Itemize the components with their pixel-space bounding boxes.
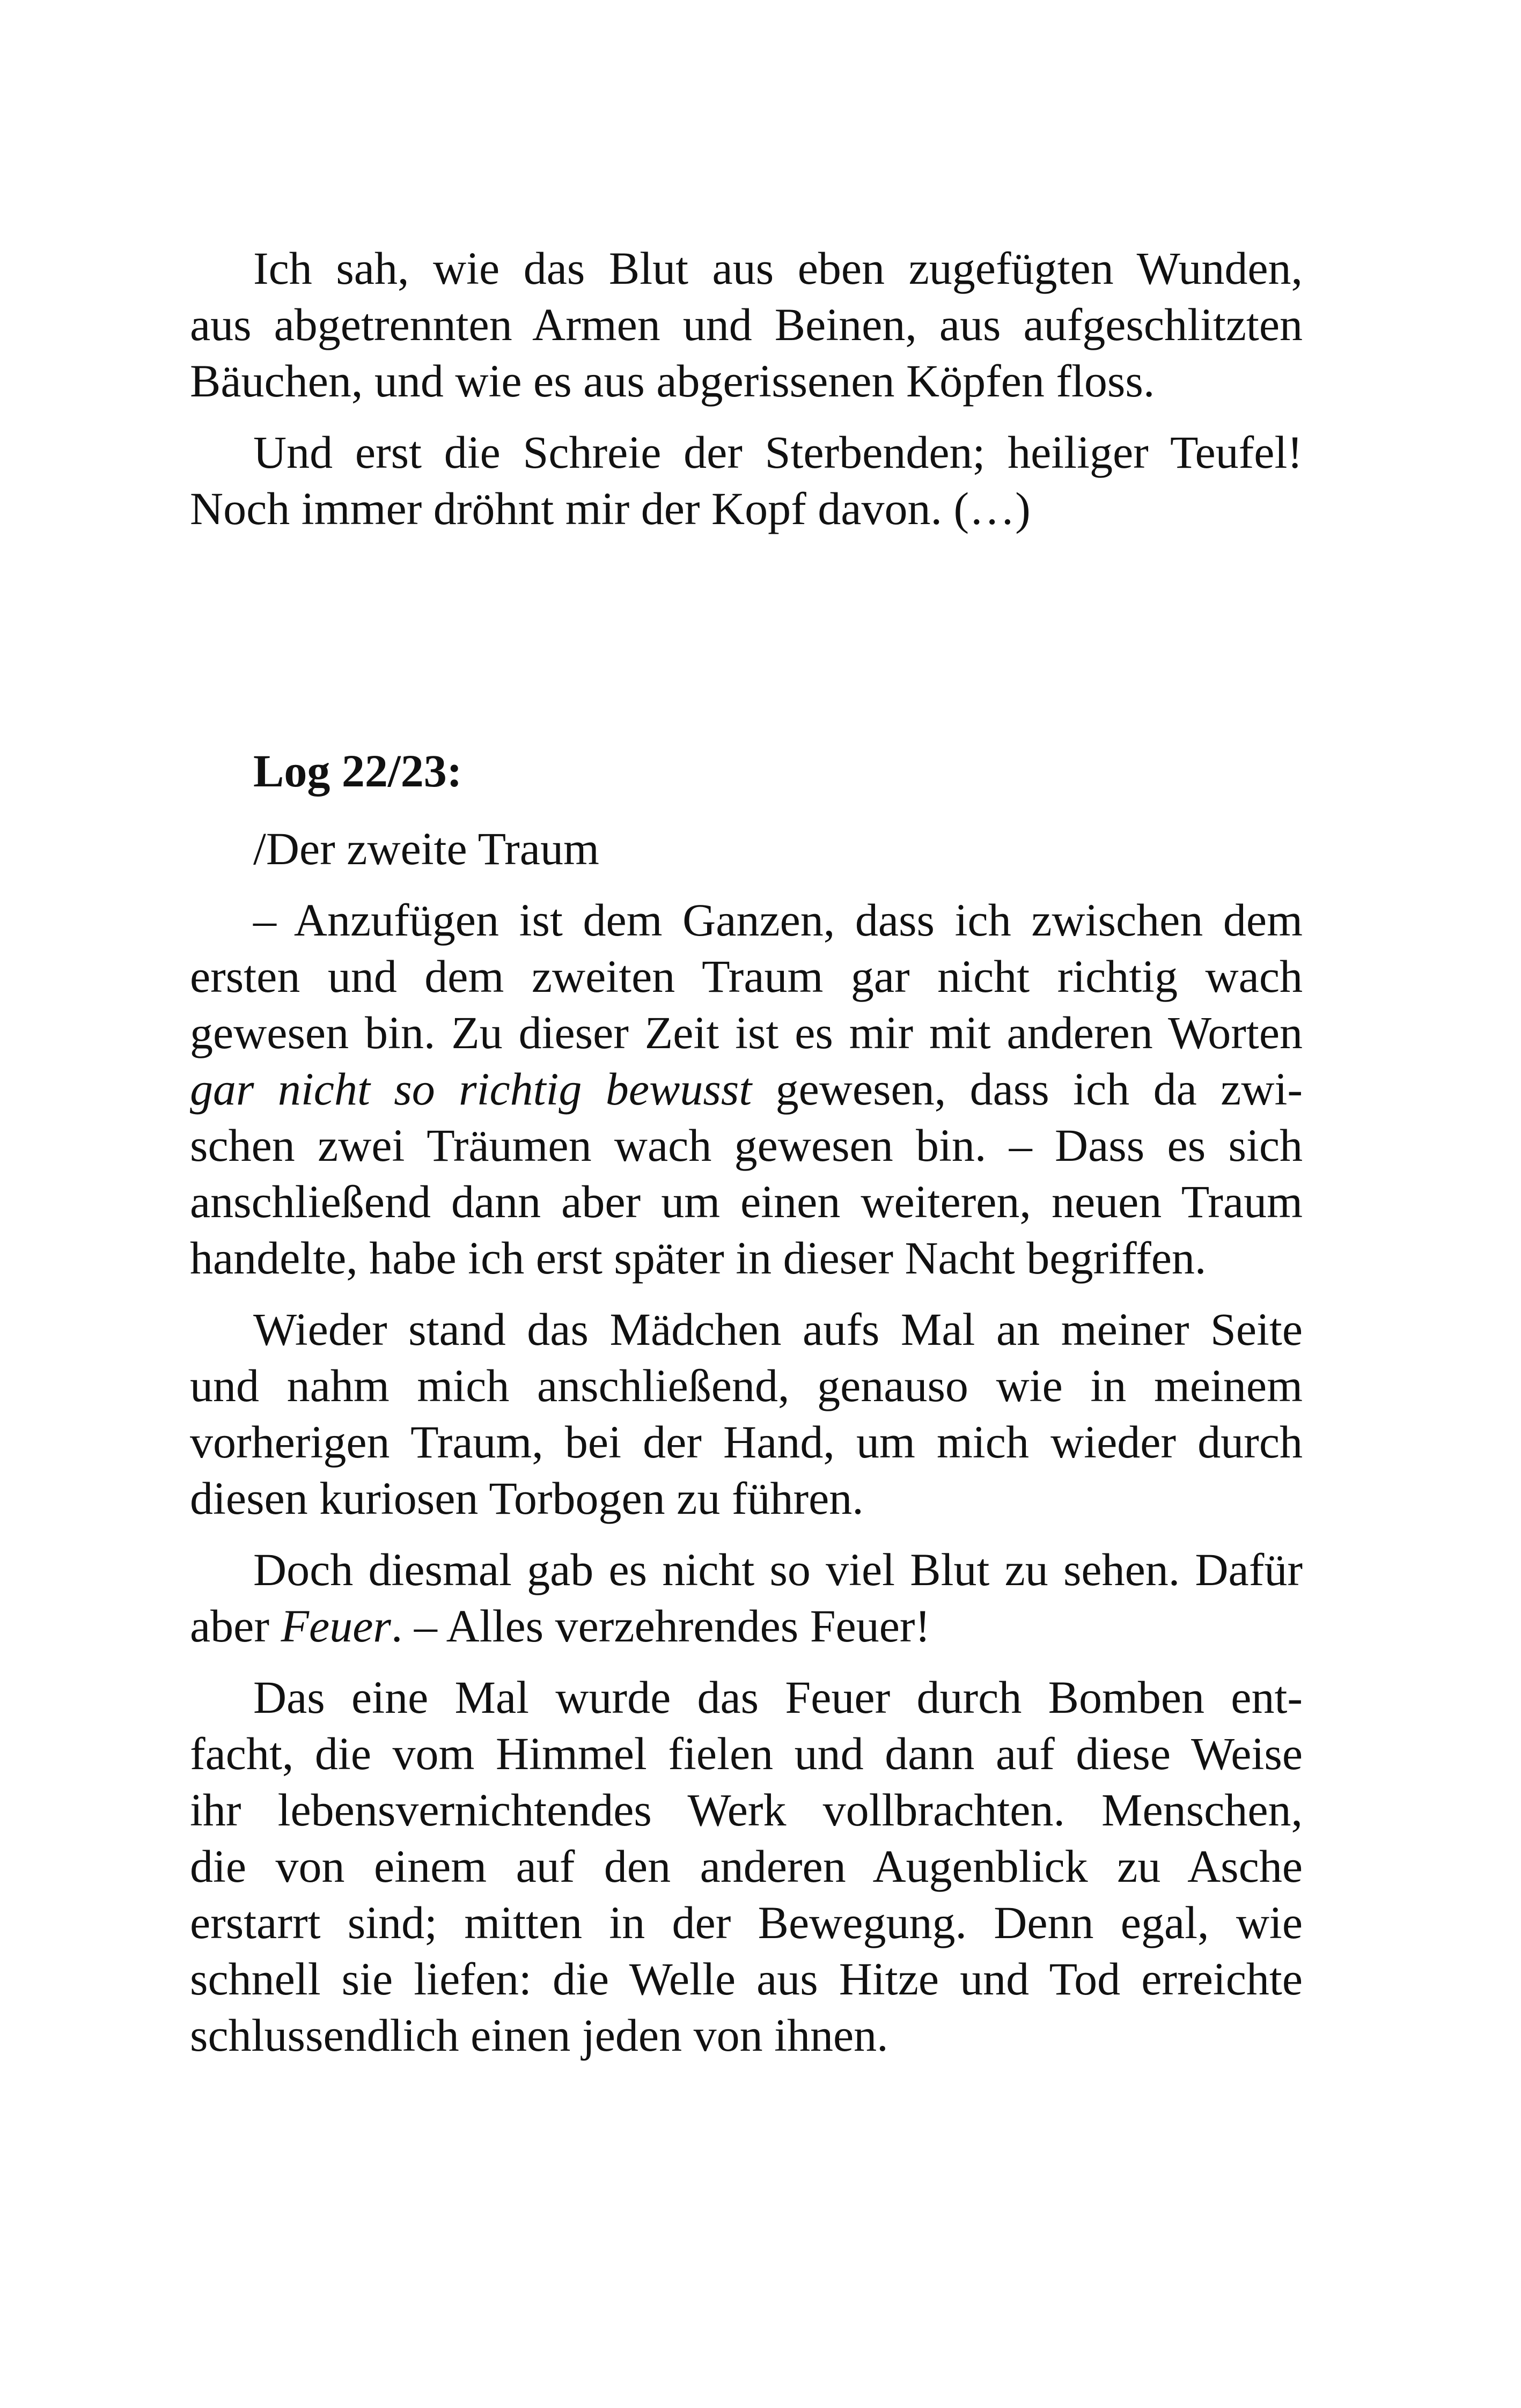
section-log-entry bbox=[190, 743, 1303, 2064]
log-subheading: /Der zweite Traum bbox=[253, 823, 599, 874]
paragraph-screams bbox=[190, 424, 1303, 537]
text-line: Das eine Mal wurde das Feuer durch Bomben ent- bbox=[253, 1671, 1303, 1723]
text-line bbox=[190, 1598, 1303, 1654]
text-line: schen zwei Träumen wach gewesen bin. – Dass es sich bbox=[190, 1120, 1303, 1171]
text-line: Noch immer dröhnt mir der Kopf davon. (…) bbox=[190, 483, 1031, 534]
text-line: Doch diesmal gab es nicht so viel Blut zu sehen. Dafür bbox=[253, 1544, 1303, 1595]
text-line: diesen kuriosen Torbogen zu führen. bbox=[190, 1472, 864, 1524]
text-line: – Anzufügen ist dem Ganzen, dass ich zwischen dem bbox=[253, 894, 1303, 946]
text-line: handelte, habe ich erst später in dieser Nacht begriffen. bbox=[190, 1232, 1207, 1284]
paragraph-bombs bbox=[190, 1669, 1303, 2064]
emphasis-text: Feuer bbox=[281, 1600, 391, 1652]
text-line: Bäuchen, und wie es aus abgerissenen Köpfen floss. bbox=[190, 355, 1155, 407]
text-line bbox=[190, 1061, 1303, 1117]
text-line: anschließend dann aber um einen weiteren, neuen Traum bbox=[190, 1176, 1303, 1227]
text-line: erstarrt sind; mitten in der Bewegung. Denn egal, wie bbox=[190, 1897, 1303, 1948]
emphasis-text: gar nicht so richtig bewusst bbox=[190, 1063, 752, 1115]
paragraph-addendum bbox=[190, 892, 1303, 1286]
text-line: ersten und dem zweiten Traum gar nicht richtig wach bbox=[190, 951, 1303, 1002]
log-heading: Log 22/23: bbox=[253, 745, 462, 797]
text-line: ihr lebensvernichtendes Werk vollbrachten. Menschen, bbox=[190, 1784, 1303, 1836]
text-line: gewesen bin. Zu dieser Zeit ist es mir mit anderen Worten bbox=[190, 1007, 1303, 1058]
text-line: vorherigen Traum, bei der Hand, um mich wieder durch bbox=[190, 1416, 1303, 1468]
text-line: schnell sie liefen: die Welle aus Hitze und Tod erreichte bbox=[190, 1953, 1303, 2005]
text-line: Ich sah, wie das Blut aus eben zugefügten Wunden, bbox=[253, 242, 1303, 294]
text-line: und nahm mich anschließend, genauso wie in meinem bbox=[190, 1360, 1303, 1411]
paragraph-girl bbox=[190, 1301, 1303, 1527]
section-continuation bbox=[190, 240, 1303, 537]
text-span: aber bbox=[190, 1600, 281, 1652]
text-line: schlussendlich einen jeden von ihnen. bbox=[190, 2009, 888, 2061]
text-line: aus abgetrennten Armen und Beinen, aus aufgeschlitzten bbox=[190, 299, 1303, 350]
text-span: . – Alles verzehrendes Feuer! bbox=[391, 1600, 931, 1652]
text-line: Und erst die Schreie der Sterbenden; heiliger Teufel! bbox=[253, 426, 1303, 478]
paragraph-blood bbox=[190, 240, 1303, 409]
paragraph-fire bbox=[190, 1542, 1303, 1654]
text-line: facht, die vom Himmel fielen und dann auf diese Weise bbox=[190, 1728, 1303, 1779]
text-line: Wieder stand das Mädchen aufs Mal an meiner Seite bbox=[253, 1304, 1303, 1355]
text-line: die von einem auf den anderen Augenblick zu Asche bbox=[190, 1840, 1303, 1892]
text-span: gewesen, dass ich da zwi- bbox=[752, 1063, 1303, 1115]
